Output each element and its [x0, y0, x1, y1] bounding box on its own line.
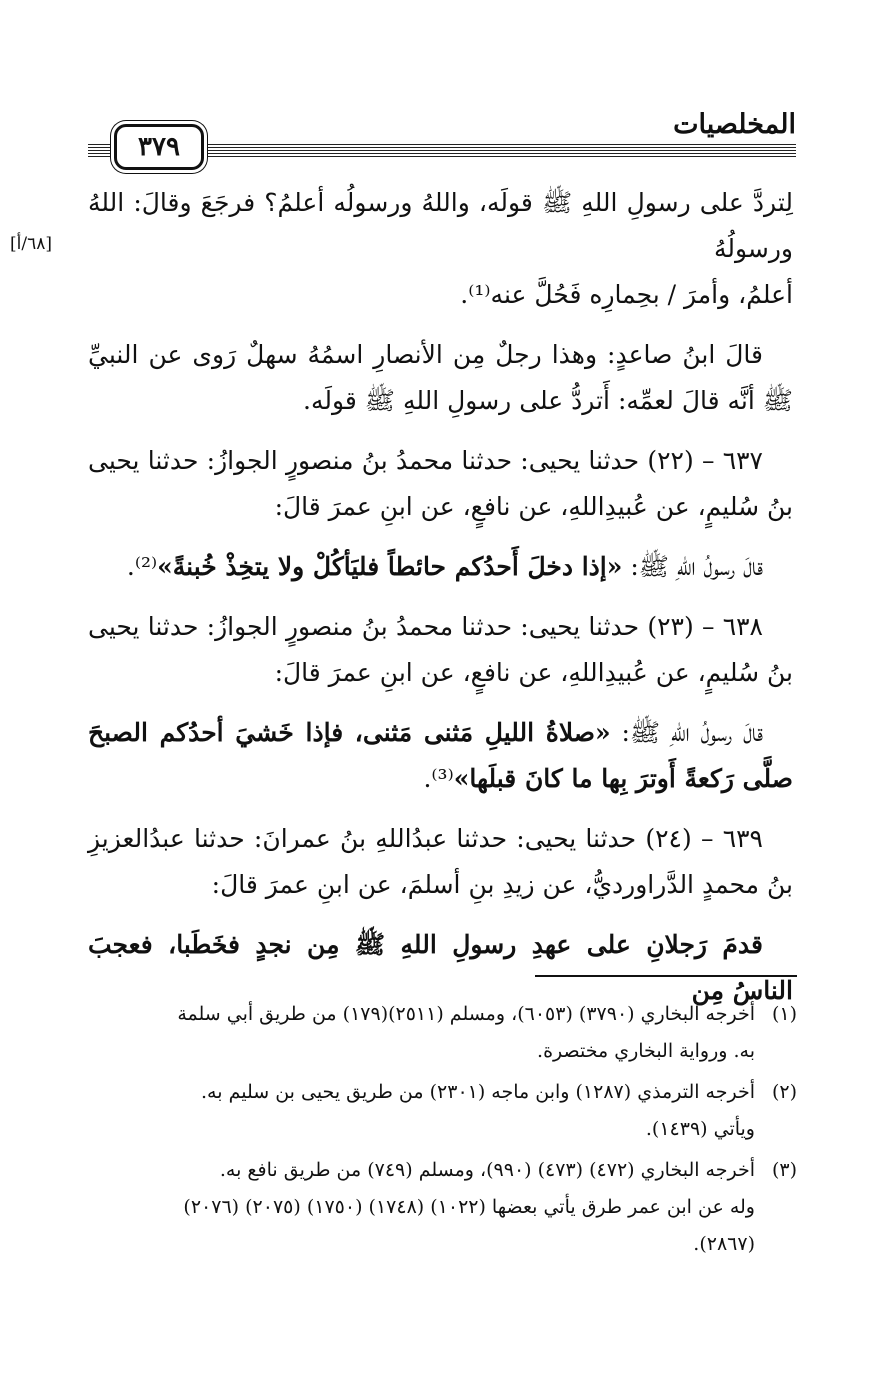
hadith-intro: قالَ رسولُ اللهِ ﷺ: [630, 552, 763, 581]
manuscript-folio-marker: [٦٨/أ] [10, 234, 52, 254]
footnote-line: ويأتي (١٤٣٩). [645, 1118, 755, 1140]
book-title: المخلصيات [673, 109, 796, 140]
hadith-text: «صلاةُ الليلِ مَثنى مَثنى، فإذا خَشيَ أحدُكم الصبحَ صلَّى رَكعةً أَوترَ بِها ما كانَ قبلَها» [88, 718, 793, 793]
paragraph-hadith-639-matn: قدمَ رَجلانِ على عهدِ رسولِ اللهِ ﷺ مِن نجدٍ فخَطَبا، فعجبَ الناسُ مِن [88, 930, 793, 1005]
paragraph-continuation [88, 180, 793, 318]
page-header [88, 108, 796, 164]
footnote-line: أخرجه البخاري (٣٧٩٠) (٦٠٥٣)، ومسلم (٢٥١١)(١٧٩) من طريق أبي سلمة [177, 1003, 755, 1025]
text-line: أعلمُ، وأمرَ / بحِمارِه فَحُلَّ عنه⁽¹⁾. [460, 280, 793, 309]
footnote-3 [84, 1152, 797, 1263]
page-number: ٣٧٩ [138, 132, 180, 162]
footnote-line: (٢٨٦٧). [693, 1233, 755, 1255]
paragraph-hadith-637-isnad: ٦٣٧ – (٢٢) حدثنا يحيى: حدثنا محمدُ بنُ منصورٍ الجوازُ: حدثنا يحيى بنُ سُليمٍ، عن عُبيدِاللهِ، عن نافعٍ، عن ابنِ عمرَ قالَ: [88, 446, 793, 521]
footnote-number: (١) [771, 1003, 797, 1025]
paragraph-hadith-638-isnad: ٦٣٨ – (٢٣) حدثنا يحيى: حدثنا محمدُ بنُ منصورٍ الجوازُ: حدثنا يحيى بنُ سُليمٍ، عن عُبيدِاللهِ، عن نافعٍ، عن ابنِ عمرَ قالَ: [88, 612, 793, 687]
footnote-ref: ⁽³⁾. [423, 764, 454, 793]
footnote-line: وله عن ابن عمر طرق يأتي بعضها (١٠٢٢) (١٧٤٨) (١٧٥٠) (٢٠٧٥) (٢٠٧٦) [183, 1196, 755, 1218]
hadith-intro: قالَ رسولُ اللهِ ﷺ: [621, 718, 763, 747]
footnote-line: أخرجه البخاري (٤٧٢) (٤٧٣) (٩٩٠)، ومسلم (٧٤٩) من طريق نافع به. [219, 1159, 755, 1181]
page-number-frame [114, 124, 204, 170]
paragraph-hadith-637-matn [88, 544, 793, 590]
footnote-number: (٢) [771, 1081, 797, 1103]
footnote-1 [84, 996, 797, 1070]
text-line: لِتردَّ على رسولِ اللهِ ﷺ قولَه، واللهُ ورسولُه أعلمُ؟ فرجَعَ وقالَ: اللهُ ورسولُهُ [88, 188, 793, 263]
paragraph-ibn-saed-note: قالَ ابنُ صاعدٍ: وهذا رجلٌ مِن الأنصارِ اسمُهُ سهلٌ رَوى عن النبيِّ ﷺ أنَّه قالَ لعمِّه: أَتردُّ على رسولِ اللهِ ﷺ قولَه. [88, 340, 793, 415]
footnote-line: أخرجه الترمذي (١٢٨٧) وابن ماجه (٢٣٠١) من طريق يحيى بن سليم به. [201, 1081, 755, 1103]
footnote-ref: ⁽²⁾. [126, 552, 158, 581]
footnote-2 [84, 1074, 797, 1148]
footnote-number: (٣) [771, 1159, 797, 1181]
paragraph-hadith-639-isnad: ٦٣٩ – (٢٤) حدثنا يحيى: حدثنا عبدُاللهِ بنُ عمرانَ: حدثنا عبدُالعزيزِ بنُ محمدٍ الدَّراورديُّ، عن زيدِ بنِ أسلمَ، عن ابنِ عمرَ قالَ: [88, 824, 793, 899]
paragraph-hadith-638-matn [88, 710, 793, 802]
hadith-text: «إذا دخلَ أَحدُكم حائطاً فليَأكُلْ ولا يتخِذْ خُبنةً» [157, 552, 623, 581]
footnotes [84, 996, 797, 1267]
footnote-divider [535, 975, 797, 977]
footnote-line: به. ورواية البخاري مختصرة. [537, 1040, 755, 1062]
main-text [88, 180, 793, 1028]
